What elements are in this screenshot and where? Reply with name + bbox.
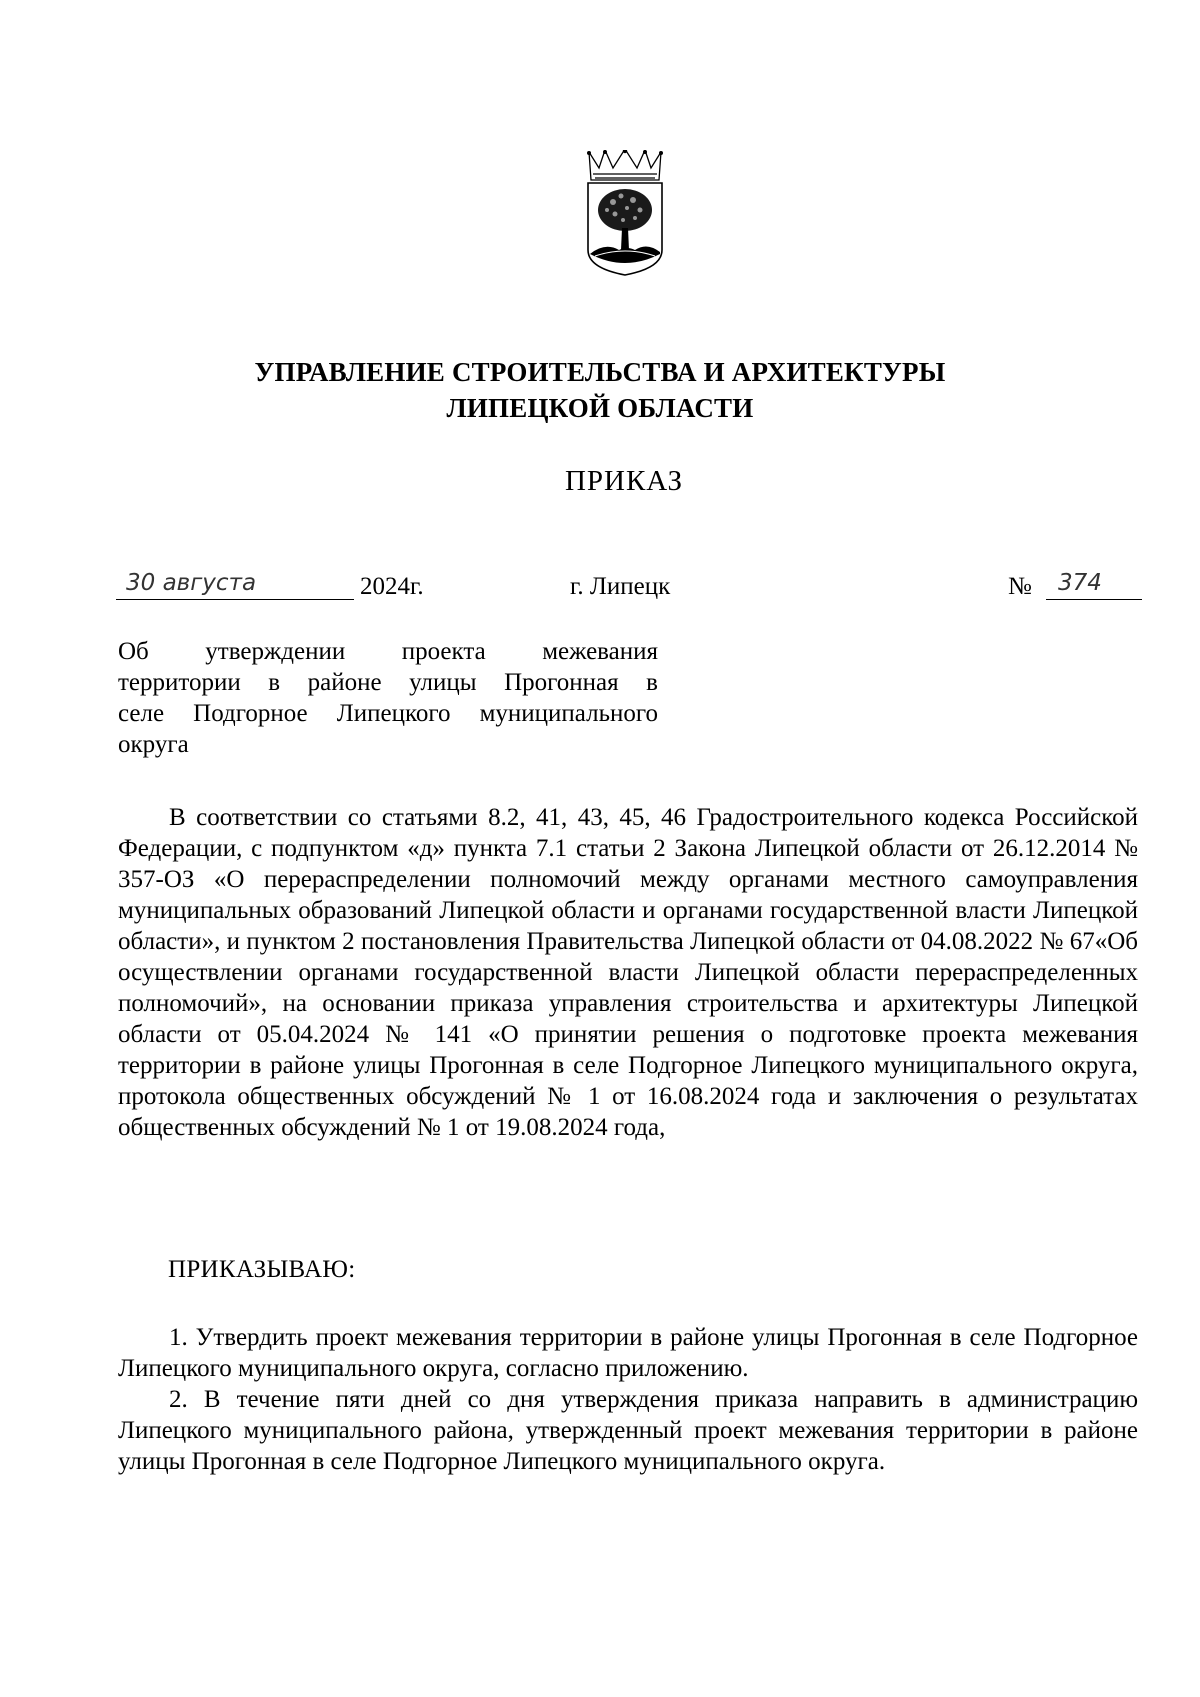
subject-line: Об утверждении проекта межевания xyxy=(118,638,658,665)
subject-line: территории в районе улицы Прогонная в xyxy=(118,669,658,696)
document-subject xyxy=(118,636,658,760)
preamble-text: В соответствии со статьями 8.2, 41, 43, 45, 46 Градостроительного кодекса Российской Федерации, с подпунктом «д» пункта 7.1 статьи 2 Закона Липецкой области от 26.12.2014 № 357-ОЗ «О перераспределении полномочий между органами местного самоуправления муниципальных образований Липецкой области и органами государственной власти Липецкой области», и пунктом 2 постановления Правительства Липецкой области от 04.08.2022 № 67«Об осуществлении органами государственной власти Липецкой области перераспределенных полномочий», на основании приказа управления строительства и архитектуры Липецкой области от 05.04.2024 № 141 «О принятии решения о подготовке проекта межевания территории в районе улицы Прогонная в селе Подгорное Липецкого муниципального округа, протокола общественных обсуждений № 1 от 16.08.2024 года и заключения о результатах общественных обсуждений № 1 от 19.08.2024 года, xyxy=(118,804,1138,1141)
order-word: ПРИКАЗЫВАЮ: xyxy=(168,1256,356,1283)
organization-name-line2: ЛИПЕЦКОЙ ОБЛАСТИ xyxy=(446,393,754,423)
preamble xyxy=(118,802,1138,1143)
document-place: г. Липецк xyxy=(570,573,671,600)
number-sign: № xyxy=(1008,573,1032,600)
number-underline xyxy=(1046,599,1142,600)
order-item: 2. В течение пяти дней со дня утверждения приказа направить в администрацию Липецкого муниципального района, утвержденный проект межевания территории в районе улицы Прогонная в селе Подгорное Липецкого муниципального округа. xyxy=(118,1386,1138,1475)
subject-line: селе Подгорное Липецкого муниципального xyxy=(118,700,658,727)
document-year: 2024г. xyxy=(360,573,424,600)
coat-of-arms-icon xyxy=(585,150,665,276)
order-items xyxy=(118,1322,1138,1477)
handwritten-date: 30 августа xyxy=(126,570,257,596)
document-type: ПРИКАЗ xyxy=(564,465,684,497)
order-item: 1. Утвердить проект межевания территории в районе улицы Прогонная в селе Подгорное Липецкого муниципального округа, согласно приложению. xyxy=(118,1324,1138,1382)
handwritten-number: 374 xyxy=(1058,570,1102,596)
organization-name xyxy=(0,354,1200,426)
organization-name-line1: УПРАВЛЕНИЕ СТРОИТЕЛЬСТВА И АРХИТЕКТУРЫ xyxy=(254,357,946,387)
date-underline xyxy=(116,599,354,600)
subject-line: округа xyxy=(118,731,189,758)
